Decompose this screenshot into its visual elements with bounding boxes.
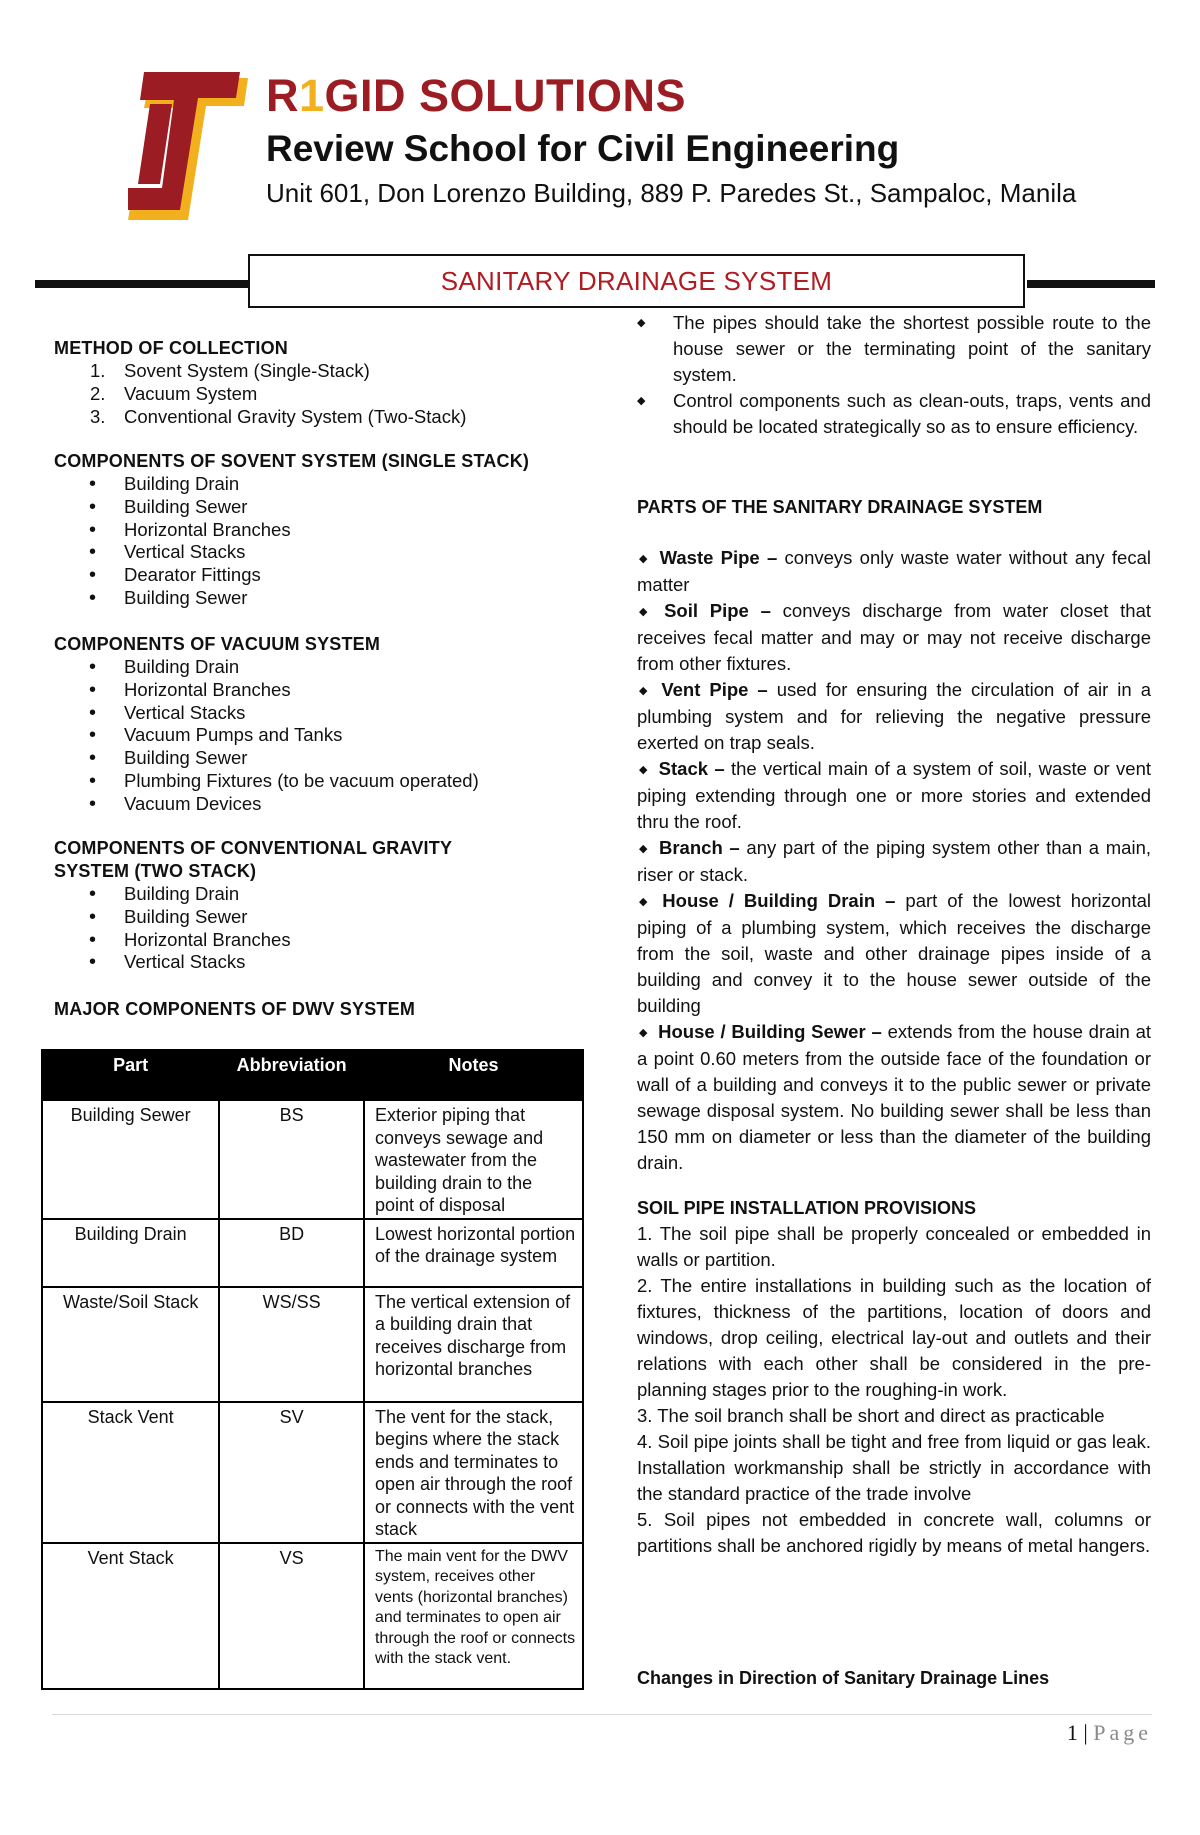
- list-item: 3. The soil branch shall be short and direct as practicable: [637, 1405, 1105, 1426]
- cell-notes: The main vent for the DWV system, receives other vents (horizontal branches) and terminates to open air through the roof or connects with the stack vent.: [364, 1543, 583, 1689]
- parts-list: [637, 545, 1151, 1176]
- col-header-notes: Notes: [364, 1050, 583, 1100]
- list-item: 1. Sovent System (Single-Stack): [90, 360, 370, 381]
- dwv-table: [41, 1049, 584, 1690]
- list-item: 5. Soil pipes not embedded in concrete wall, columns or partitions shall be anchored rigidly by means of metal hangers.: [637, 1509, 1151, 1556]
- vacuum-heading: COMPONENTS OF VACUUM SYSTEM: [54, 634, 381, 654]
- list-item: • Building Sewer: [54, 906, 291, 929]
- list-item: • Horizontal Branches: [54, 929, 291, 952]
- diamond-bullet-icon: ◆: [639, 553, 650, 565]
- diamond-bullet-icon: ◆: [639, 685, 652, 697]
- list-item: • Building Sewer: [54, 587, 291, 610]
- cell-notes: Exterior piping that conveys sewage and wastewater from the building drain to the point of disposal: [364, 1100, 583, 1219]
- parts-heading: PARTS OF THE SANITARY DRAINAGE SYSTEM: [637, 497, 1043, 517]
- list-item: • Dearator Fittings: [54, 564, 291, 587]
- divider-right: [1027, 280, 1155, 288]
- col-header-abbreviation: Abbreviation: [219, 1050, 364, 1100]
- changes-heading: Changes in Direction of Sanitary Drainage Lines: [637, 1668, 1050, 1688]
- cell-part: Waste/Soil Stack: [42, 1287, 219, 1402]
- table-row: [42, 1100, 583, 1219]
- col-header-part: Part: [42, 1050, 219, 1100]
- cell-part: Stack Vent: [42, 1402, 219, 1543]
- list-item: 2. The entire installations in building such as the location of fixtures, thickness of the partitions, location of doors and windows, drop ceiling, electrical lay-out and outlets and their relations with each other shall be considered in the pre-planning stages prior to the roughing-in work.: [637, 1275, 1151, 1400]
- route-bullets: [637, 310, 1151, 440]
- diamond-bullet-icon: ◆: [639, 764, 649, 776]
- list-item: 2. Vacuum System: [90, 382, 258, 404]
- list-item: ◆ Stack – the vertical main of a system of soil, waste or vent piping extending through one or more stories and extended thru the roof.: [637, 758, 1152, 832]
- list-item: ◆ Vent Pipe – used for ensuring the circulation of air in a plumbing system and for relieving the negative pressure exerted on trap seals.: [637, 679, 1151, 753]
- list-item: • Vertical Stacks: [54, 541, 291, 564]
- list-item: ◆ Soil Pipe – conveys discharge from water closet that receives fecal matter and may or may not receive discharge from other fixtures.: [637, 600, 1151, 674]
- list-item: • Vertical Stacks: [54, 702, 479, 725]
- vacuum-list: [54, 656, 479, 816]
- cell-notes: The vertical extension of a building drain that receives discharge from horizontal branches: [364, 1287, 583, 1402]
- school-subtitle: Review School for Civil Engineering: [266, 128, 900, 169]
- logo-icon: [128, 68, 248, 220]
- table-row: [42, 1402, 583, 1543]
- method-list: [54, 360, 466, 428]
- list-item: • Building Drain: [54, 656, 479, 679]
- cell-part: Building Sewer: [42, 1100, 219, 1219]
- soil-heading: SOIL PIPE INSTALLATION PROVISIONS: [637, 1198, 977, 1218]
- list-item: ◆ Control components such as clean-outs, traps, vents and should be located strategically so as to ensure efficiency.: [637, 388, 1151, 440]
- diamond-bullet-icon: ◆: [639, 896, 653, 908]
- diamond-bullet-icon: ◆: [639, 606, 655, 618]
- diamond-bullet-icon: ◆: [639, 1027, 649, 1039]
- list-item: • Vacuum Devices: [54, 793, 479, 816]
- cell-notes: The vent for the stack, begins where the stack ends and terminates to open air through the roof or connects with the vent stack: [364, 1402, 583, 1543]
- list-item: • Building Drain: [54, 473, 291, 496]
- cell-abbreviation: BS: [219, 1100, 364, 1219]
- list-item: • Building Sewer: [54, 747, 479, 770]
- gravity-heading-line2: SYSTEM (TWO STACK): [54, 861, 257, 881]
- gravity-list: [54, 883, 291, 974]
- list-item: • Plumbing Fixtures (to be vacuum operated): [54, 770, 479, 793]
- list-item: ◆ Waste Pipe – conveys only waste water without any fecal matter: [637, 547, 1151, 595]
- cell-abbreviation: WS/SS: [219, 1287, 364, 1402]
- table-row: [42, 1219, 583, 1287]
- list-item: • Vertical Stacks: [54, 951, 291, 974]
- method-heading: METHOD OF COLLECTION: [54, 338, 288, 358]
- list-item: • Vacuum Pumps and Tanks: [54, 724, 479, 747]
- brand-name: R1GID SOLUTIONS: [266, 70, 687, 121]
- cell-abbreviation: BD: [219, 1219, 364, 1287]
- cell-part: Vent Stack: [42, 1543, 219, 1689]
- list-item: ◆ The pipes should take the shortest possible route to the house sewer or the terminating point of the sanitary system.: [637, 310, 1151, 388]
- divider-left: [35, 280, 250, 288]
- page-footer: 1 | Page: [1066, 1720, 1152, 1745]
- list-item: • Building Sewer: [54, 496, 291, 519]
- list-item: 3. Conventional Gravity System (Two-Stack): [90, 405, 467, 427]
- diamond-bullet-icon: ◆: [639, 843, 649, 855]
- table-row: [42, 1287, 583, 1402]
- list-item: 4. Soil pipe joints shall be tight and free from liquid or gas leak. Installation workmanship shall be strictly in accordance with the standard practice of the trade involve: [637, 1431, 1151, 1504]
- list-item: ◆ House / Building Drain – part of the lowest horizontal piping of a plumbing system, which receives the discharge from the soil, waste and other drainage pipes inside of a building and convey it to the house sewer outside of the building: [637, 890, 1151, 1016]
- table-row: [42, 1543, 583, 1689]
- cell-abbreviation: VS: [219, 1543, 364, 1689]
- dwv-heading: MAJOR COMPONENTS OF DWV SYSTEM: [54, 999, 416, 1019]
- list-item: • Horizontal Branches: [54, 679, 479, 702]
- list-item: ◆ Branch – any part of the piping system other than a main, riser or stack.: [637, 837, 1152, 885]
- page-title: SANITARY DRAINAGE SYSTEM: [248, 254, 1025, 308]
- footer-divider: [52, 1714, 1152, 1715]
- sovent-heading: COMPONENTS OF SOVENT SYSTEM (SINGLE STACK): [54, 451, 530, 471]
- cell-part: Building Drain: [42, 1219, 219, 1287]
- cell-notes: Lowest horizontal portion of the drainage system: [364, 1219, 583, 1287]
- table-header-row: [42, 1050, 583, 1100]
- soil-list: [637, 1221, 1151, 1559]
- list-item: 1. The soil pipe shall be properly concealed or embedded in walls or partition.: [637, 1223, 1151, 1270]
- list-item: • Building Drain: [54, 883, 291, 906]
- list-item: ◆ House / Building Sewer – extends from the house drain at a point 0.60 meters from the outside face of the foundation or wall of a building and conveys it to the public sewer or private sewage disposal system. No building sewer shall be less than 150 mm on diameter or less than the diameter of the building drain.: [637, 1021, 1152, 1173]
- list-item: • Horizontal Branches: [54, 519, 291, 542]
- school-address: Unit 601, Don Lorenzo Building, 889 P. Paredes St., Sampaloc, Manila: [266, 178, 1077, 208]
- gravity-heading: COMPONENTS OF CONVENTIONAL GRAVITY: [54, 838, 453, 858]
- sovent-list: [54, 473, 291, 610]
- cell-abbreviation: SV: [219, 1402, 364, 1543]
